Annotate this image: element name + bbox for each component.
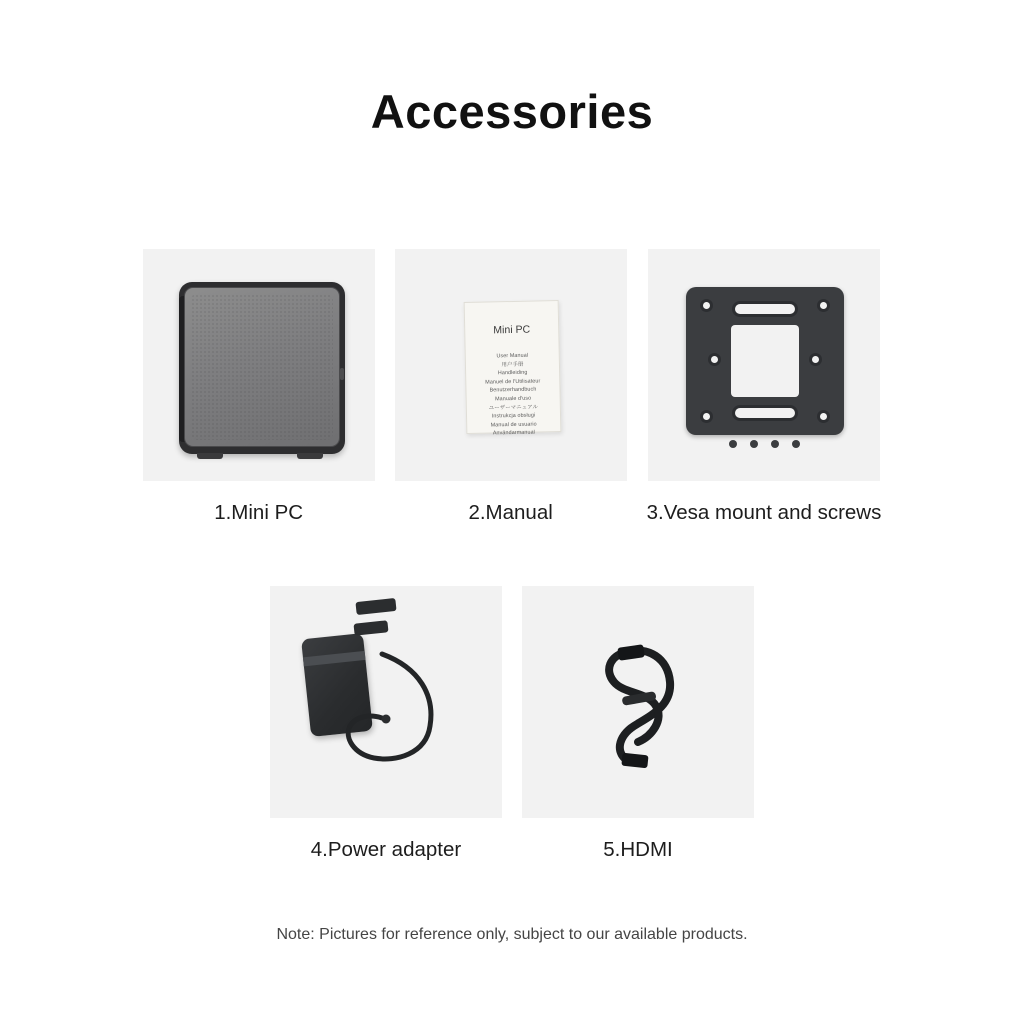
manual-language-line: 用户手册: [501, 361, 524, 368]
hdmi-thumbnail: [522, 586, 754, 818]
accessory-item-manual: [395, 249, 627, 525]
accessory-item-hdmi: [522, 586, 754, 862]
vesa-mount-slot: [732, 405, 798, 421]
manual-language-line: Benutzerhandbuch: [489, 386, 537, 394]
mini-pc-top-panel: [184, 287, 340, 447]
vesa-mount-hole: [700, 410, 713, 423]
accessories-row-1: [0, 249, 1024, 525]
manual-language-line: User Manual: [495, 352, 528, 360]
reference-note: Note: Pictures for reference only, subject to our available products.: [276, 926, 748, 943]
mini-pc-foot: [297, 453, 323, 459]
mini-pc-foot: [197, 453, 223, 459]
accessories-row-2: [0, 586, 1024, 862]
screw-icon: [729, 440, 737, 448]
manual-language-line: Manuale d'uso: [494, 395, 531, 403]
vesa-mount-hole: [700, 299, 713, 312]
manual-language-line: Instrukcja obsługi: [491, 412, 535, 420]
manual-language-line: Handleiding: [497, 369, 528, 377]
manual-language-line: Manuel de l'Utilisateur: [484, 378, 541, 386]
accessory-caption: 4.Power adapter: [310, 838, 462, 861]
vesa-mount-hole: [817, 410, 830, 423]
power-adapter-plug: [353, 620, 388, 635]
vesa-mount-hole: [809, 353, 822, 366]
mini-pc-power-button-icon: [340, 368, 344, 380]
manual-language-list: [465, 351, 560, 439]
vesa-mount-hole: [817, 299, 830, 312]
mini-pc-image: [179, 282, 345, 454]
screw-icon: [771, 440, 779, 448]
accessory-caption: 5.HDMI: [603, 838, 673, 861]
mini-pc-thumbnail: [143, 249, 375, 481]
power-adapter-image: [301, 633, 373, 737]
manual-language-line: Användarmanual: [492, 429, 535, 437]
manual-cover-title: Mini PC: [492, 323, 530, 337]
accessory-item-vesa-mount: [647, 249, 882, 525]
manual-thumbnail: [395, 249, 627, 481]
screw-icon: [792, 440, 800, 448]
page-title: Accessories: [370, 85, 654, 138]
accessory-item-power-adapter: [270, 586, 502, 862]
accessory-caption: 3.Vesa mount and screws: [646, 501, 882, 524]
vesa-mount-hole: [708, 353, 721, 366]
vesa-mount-center-cutout: [731, 325, 799, 397]
vesa-mount-slot: [732, 301, 798, 317]
power-adapter-thumbnail: [270, 586, 502, 818]
hdmi-cable-image: [522, 586, 754, 818]
manual-language-line: Manual de usuario: [490, 421, 537, 429]
power-adapter-plug: [355, 598, 396, 615]
accessory-caption: 2.Manual: [468, 501, 553, 524]
power-adapter-band: [303, 651, 366, 666]
accessory-item-mini-pc: [143, 249, 375, 525]
vesa-mount-image: [686, 287, 844, 435]
screw-icon: [750, 440, 758, 448]
manual-booklet-image: [463, 300, 561, 437]
accessory-caption: 1.Mini PC: [214, 501, 304, 524]
manual-language-line: ユーザーマニュアル: [488, 404, 538, 412]
vesa-screws-group: [648, 440, 880, 448]
mini-pc-vent-grill: [191, 294, 333, 440]
vesa-mount-thumbnail: [648, 249, 880, 481]
